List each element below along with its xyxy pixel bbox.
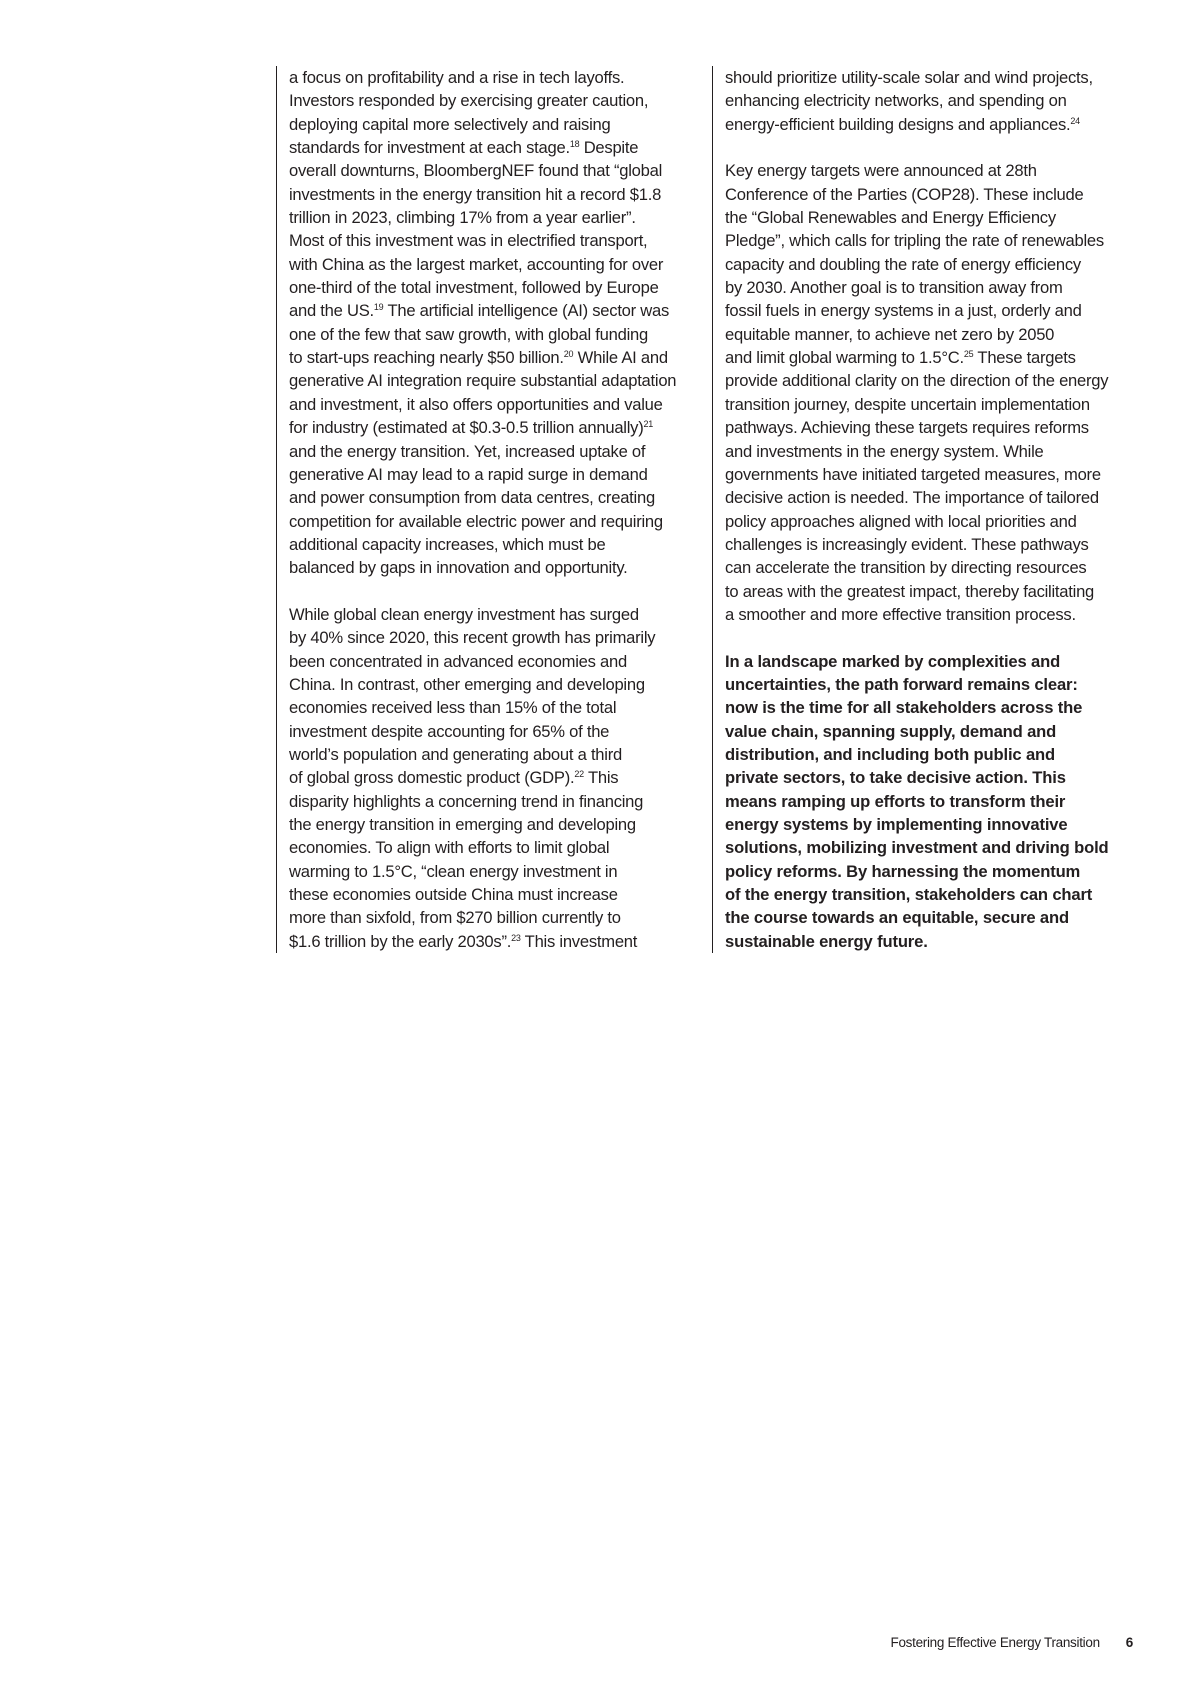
key-message-paragraph: In a landscape marked by complexities and uncertainties, the path forward remains clear: now is the time for all stakeholders across the value chain, spanning supply, demand and distribution, and including both public and private sectors, to take decisive action. This means ramping up efforts to transform their energy systems by implementing innovative solutions, mobilizing investment and driving bold policy reforms. By harnessing the momentum of the energy transition, stakeholders can chart the course towards an equitable, secure and sustainable energy future. [725, 651, 1109, 951]
footnote-ref: 25 [963, 349, 974, 360]
page-footer [891, 1635, 1133, 1650]
footnote-ref: 19 [373, 302, 384, 313]
page-number: 6 [1125, 1635, 1133, 1650]
body-paragraph: a focus on profitability and a rise in tech layoffs. Investors responded by exercising greater caution, deploying capital more selectively and raising standards for investment at each stage.$^{18}$ Despite overall downturns, BloombergNEF found that “global investments in the energy transition hit a record $1.8 trillion in 2023, climbing 17% from a year earlier”. Most of this investment was in electrified transport, with China as the largest market, accounting for over one-third of the total investment, followed by Europe and the US.$^{19}$ The artificial intelligence (AI) sector was one of the few that saw growth, with global funding to start-ups reaching nearly $50 billion.$^{20}$ While AI and generative AI integration require substantial adaptation and investment, it also offers opportunities and value for industry (estimated at $0.3-0.5 trillion annually)$^{21}$ and the energy transition. Yet, increased uptake of generative AI may lead to a rapid surge in demand and power consumption from data centres, creating competition for available electric power and requiring additional capacity increases, which must be balanced by gaps in innovation and opportunity. [289, 68, 677, 578]
left-column [276, 66, 699, 953]
body-paragraph: should prioritize utility-scale solar and wind projects, enhancing electricity networks, and spending on energy-efficient building designs and appliances.$^{24}$ [725, 68, 1093, 134]
body-paragraph: Key energy targets were announced at 28th Conference of the Parties (COP28). These include the “Global Renewables and Energy Efficiency Pledge”, which calls for tripling the rate of renewables capacity and doubling the rate of energy efficiency by 2030. Another goal is to transition away from fossil fuels in energy systems in a just, orderly and equitable manner, to achieve net zero by 2050 and limit global warming to 1.5°C.$^{25}$ These targets provide additional clarity on the direction of the energy transition journey, despite uncertain implementation pathways. Achieving these targets requires reforms and investments in the energy system. While governments have initiated targeted measures, more decisive action is needed. The importance of tailored policy approaches aligned with local priorities and challenges is increasingly evident. These pathways can accelerate the transition by directing resources to areas with the greatest impact, thereby facilitating a smoother and more effective transition process. [725, 161, 1109, 624]
footer-title: Fostering Effective Energy Transition [890, 1635, 1100, 1650]
right-column [712, 66, 1149, 953]
body-paragraph: While global clean energy investment has surged by 40% since 2020, this recent growth has primarily been concentrated in advanced economies and China. In contrast, other emerging and developing economies received less than 15% of the total investment despite accounting for 65% of the world’s population and generating about a third of global gross domestic product (GDP).$^{22}$ This disparity highlights a concerning trend in financing the energy transition in emerging and developing economies. To align with efforts to limit global warming to 1.5°C, “clean energy investment in these economies outside China must increase more than sixfold, from $270 billion currently to $1.6 trillion by the early 2030s”.$^{23}$ This investment [289, 604, 656, 951]
footnote-ref: 21 [643, 419, 654, 430]
footnote-ref: 24 [1070, 115, 1080, 126]
footnote-ref: 22 [574, 769, 584, 780]
footnote-ref: 23 [511, 932, 521, 943]
footnote-ref: 20 [563, 349, 574, 360]
footnote-ref: 18 [569, 139, 580, 150]
